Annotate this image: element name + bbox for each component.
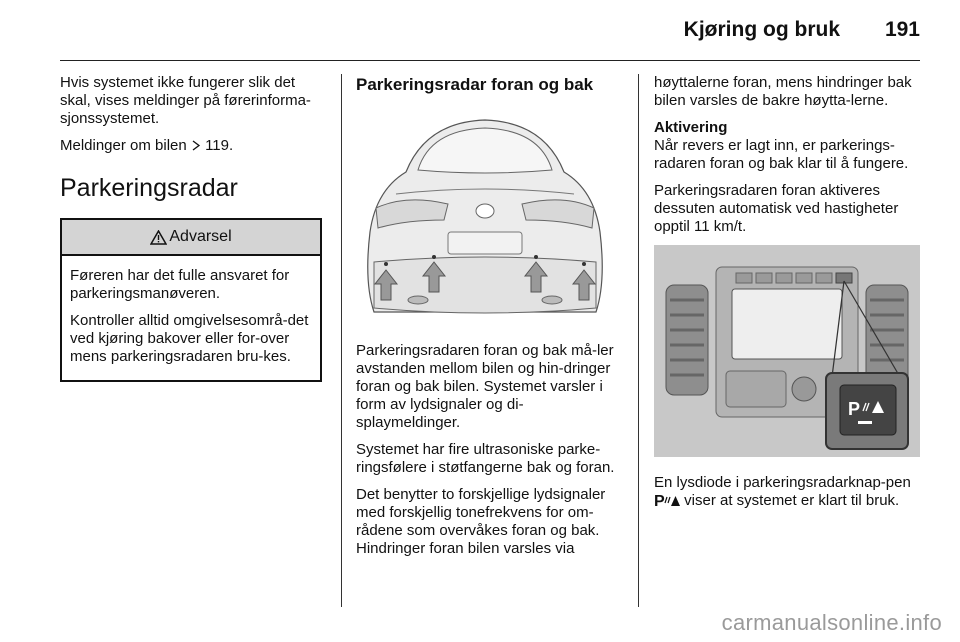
column-divider [638, 74, 639, 607]
page-number: 191 [884, 18, 920, 41]
paragraph: Hvis systemet ikke fungerer slik det skal, vises meldinger på førerinforma-sjonssystemet. [60, 74, 311, 127]
column-1 [60, 74, 324, 382]
car-rear-sensors-illustration [356, 112, 614, 324]
warning-triangle-icon [150, 230, 167, 245]
subheading: Aktivering [654, 119, 728, 136]
paragraph: Det benytter to forskjellige lydsignaler med forskjellig tonefrekvens for om-rådene som overvåkes foran og bak. Hindringer foran bilen varsles via [356, 486, 606, 557]
column-divider [341, 74, 342, 607]
warning-paragraph: Kontroller alltid omgivelsesområ-det ved kjøring bakover eller for-over mens parkeringsradaren bru-kes. [70, 312, 309, 365]
reference-page[interactable]: 119. [200, 137, 234, 154]
section-heading: Parkeringsradar [60, 174, 238, 202]
parking-sensor-icon [654, 492, 680, 507]
warning-header [62, 220, 320, 256]
paragraph [654, 474, 924, 510]
paragraph: Systemet har fire ultrasoniske parke-ringsfølere i støtfangerne bak og foran. [356, 441, 615, 476]
section-heading: Parkeringsradar foran og bak [356, 75, 594, 94]
reference-paragraph [60, 137, 324, 155]
paragraph: Når revers er lagt inn, er parkerings-radaren foran og bak klar til å fungere. [654, 137, 909, 172]
warning-title: Advarsel [169, 228, 232, 245]
dashboard-parking-button-illustration [654, 245, 920, 457]
paragraph-text: viser at systemet er klart til bruk. [680, 492, 900, 509]
paragraph: Parkeringsradaren foran aktiveres dessuten automatisk ved hastigheter opptil 11 km/t. [654, 182, 899, 235]
paragraph-text: En lysdiode i parkeringsradarknap-pen [654, 474, 911, 491]
paragraph: Parkeringsradaren foran og bak må-ler avstanden mellom bilen og hin-dringer foran og bak bilen. Systemet varsler i form av lydsignaler og di-splaymeldinger. [356, 342, 614, 431]
svg-text:P: P [848, 399, 861, 419]
warning-box [60, 218, 322, 382]
column-2 [356, 74, 622, 567]
arrow-ref-icon [191, 140, 201, 151]
watermark[interactable]: carmanualsonline.info [721, 610, 942, 635]
running-header: Kjøring og bruk [683, 18, 840, 41]
reference-text: Meldinger om bilen [60, 137, 191, 154]
warning-body [62, 256, 320, 380]
column-3 [654, 74, 924, 519]
header-rule [60, 60, 920, 61]
warning-paragraph: Føreren har det fulle ansvaret for parkeringsmanøveren. [70, 267, 290, 302]
paragraph: høyttalerne foran, mens hindringer bak bilen varsles de bakre høytta-lerne. [654, 74, 912, 109]
svg-text:P: P [654, 493, 665, 507]
